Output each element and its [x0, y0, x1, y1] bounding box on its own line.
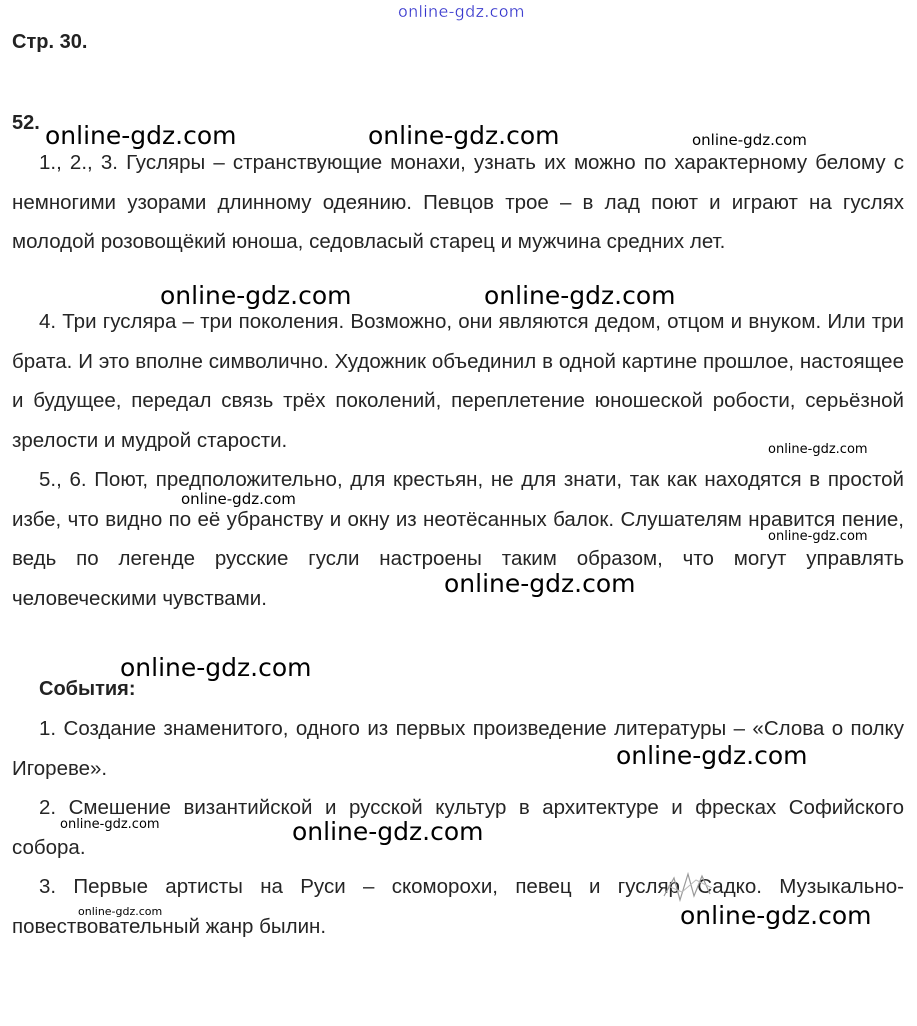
answer-paragraph-1: 1., 2., 3. Гусляры – странствующие монахи, узнать их можно по характерному белому с немногими узорами длинному одеянию. Певцов трое – в лад поют и играют на гуслях молодой розовощёкий юноша, седовласый старец и мужчина средних лет. — [12, 151, 904, 253]
watermark: online-gdz.com — [768, 529, 868, 544]
watermark: online-gdz.com — [616, 741, 808, 770]
watermark: online-gdz.com — [181, 490, 296, 508]
watermark: online-gdz.com — [368, 121, 560, 150]
watermark: online-gdz.com — [292, 817, 484, 846]
event-item-2: 2. Смешение византийской и русской культур в архитектуре и фресках Софийского собора. — [12, 796, 904, 859]
event-item-1: 1. Создание знаменитого, одного из первых произведение литературы – «Слова о полку Игореве». — [12, 717, 904, 780]
task-number: 52. — [12, 112, 40, 134]
watermark: online-gdz.com — [484, 281, 676, 310]
watermark: online-gdz.com — [78, 905, 163, 918]
events-heading: События: — [39, 678, 136, 700]
answer-paragraph-3: 5., 6. Поют, предположительно, для крестьян, не для знати, так как находятся в простой избе, что видно по её убранству и окну из неотёсанных балок. Слушателям нравится пение, ведь по легенде русские гусли настроены таким образом, что могут управлять человеческими чувствами. — [12, 468, 904, 610]
watermark: online-gdz.com — [45, 121, 237, 150]
watermark: online-gdz.com — [768, 442, 868, 457]
top-watermark-stamp: online-gdz.com — [398, 2, 525, 21]
event-item-3: 3. Первые артисты на Руси – скоморохи, певец и гусляр Садко. Музыкально-повествовательный жанр былин. — [12, 875, 904, 938]
page-label: Стр. 30. — [12, 31, 88, 53]
watermark: online-gdz.com — [120, 653, 312, 682]
watermark: online-gdz.com — [692, 131, 807, 149]
scribble-mark — [660, 866, 720, 910]
watermark: online-gdz.com — [60, 817, 160, 832]
watermark: online-gdz.com — [160, 281, 352, 310]
watermark: online-gdz.com — [444, 569, 636, 598]
answer-paragraph-2: 4. Три гусляра – три поколения. Возможно, они являются дедом, отцом и внуком. Или три брата. И это вполне символично. Художник объединил в одной картине прошлое, настоящее и будущее, передал связь трёх поколений, переплетение юношеской робости, серьёзной зрелости и мудрой старости. — [12, 310, 904, 452]
watermark: online-gdz.com — [680, 901, 872, 930]
